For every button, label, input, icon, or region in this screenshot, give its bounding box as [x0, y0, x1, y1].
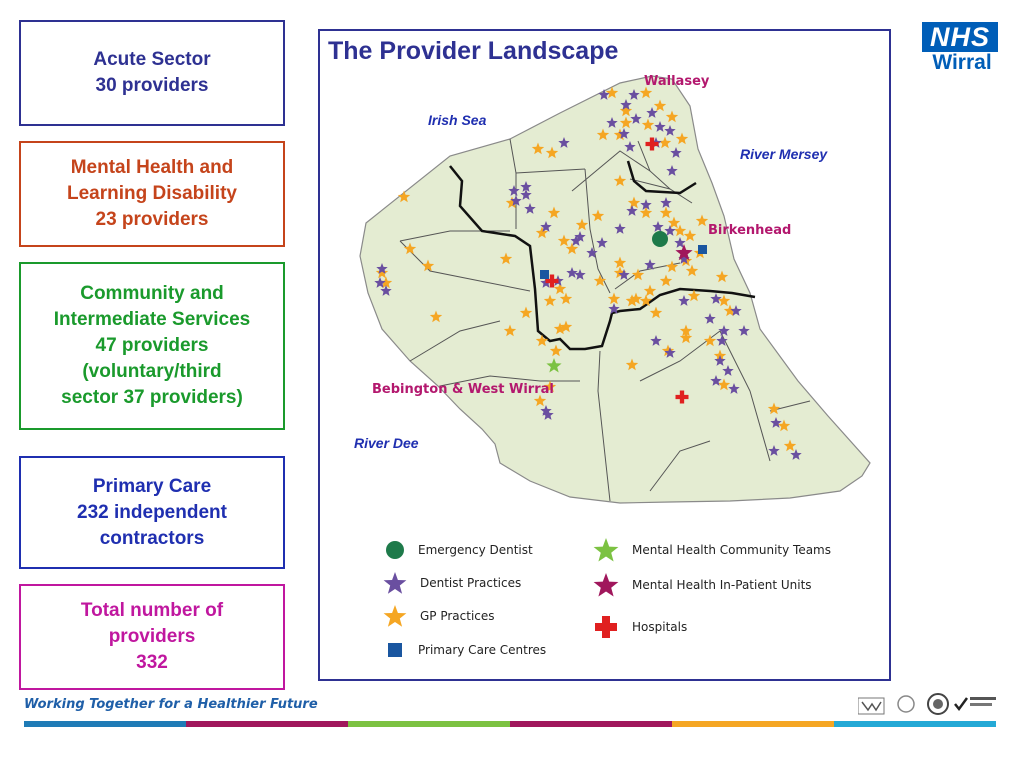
mental-line-2: Learning Disability [67, 183, 237, 204]
river-mersey-label: River Mersey [740, 146, 828, 162]
mh-inpatient-star-icon [592, 571, 620, 599]
primary-line-2: 232 independent [77, 501, 227, 523]
nhs-wirral-logo [922, 22, 1002, 74]
partner-logo-3-icon [928, 694, 948, 714]
mental-health-box [19, 141, 285, 247]
community-line-5: sector 37 providers) [61, 387, 243, 408]
emergency-dentist-icon [384, 539, 406, 561]
nhs-badge: NHS [922, 22, 998, 52]
primary-care-box [19, 456, 285, 569]
community-line-2: Intermediate Services [53, 309, 251, 330]
mh-community-star-shape [594, 538, 619, 562]
partner-logo-2-icon [898, 696, 914, 712]
mindful-employer-logo-icon [955, 697, 996, 709]
acute-line-1: Acute Sector [93, 49, 211, 70]
bebington-west-wirral-label: Bebington & West Wirral [372, 382, 554, 397]
partner-logo-1-icon [858, 698, 884, 714]
legend-mh-inpatient-units-label: Mental Health In-Patient Units [632, 578, 812, 592]
legend-emergency-dentist-label: Emergency Dentist [418, 543, 533, 557]
gp-star-icon [382, 603, 408, 629]
acute-sector-box [19, 20, 285, 126]
legend-primary-care-centres [384, 639, 546, 661]
primary-line-1: Primary Care [92, 475, 212, 497]
primary-care-centre-marker [698, 245, 707, 254]
legend-mh-community-teams [592, 536, 831, 564]
mental-line-3: 23 providers [95, 209, 209, 230]
legend-gp-practices-label: GP Practices [420, 609, 495, 623]
dentist-star-icon [382, 570, 408, 596]
footer-bar-segment [834, 721, 996, 727]
legend-hospitals-label: Hospitals [632, 620, 688, 634]
birkenhead-label: Birkenhead [708, 223, 792, 238]
map-title: The Provider Landscape [328, 37, 619, 65]
footer-bar-segment [348, 721, 510, 727]
emergency-dentist-marker [652, 231, 668, 247]
primary-line-3: contractors [99, 527, 205, 549]
dentist-star-shape [384, 572, 407, 594]
footer-bar-segment [24, 721, 186, 727]
mh-community-star-icon [592, 536, 620, 564]
acute-line-2: 30 providers [95, 75, 209, 96]
legend-hospitals [592, 613, 687, 641]
total-line-1: Total number of [80, 600, 224, 621]
total-line-3: 332 [136, 652, 168, 673]
footer-color-bar [24, 721, 996, 727]
primary-care-square-icon [384, 639, 406, 661]
total-providers-box [19, 584, 285, 690]
mh-inpatient-star-shape [594, 573, 619, 597]
land-outline [360, 76, 870, 503]
footer-bar-segment [186, 721, 348, 727]
irish-sea-label: Irish Sea [428, 112, 487, 128]
footer-bar-segment [510, 721, 672, 727]
legend-primary-care-centres-label: Primary Care Centres [418, 643, 547, 657]
total-line-2: providers [108, 626, 196, 647]
community-line-3: 47 providers [95, 335, 209, 356]
legend-emergency-dentist [384, 539, 533, 561]
land-area [360, 76, 870, 503]
mental-line-1: Mental Health and [70, 157, 234, 178]
hospital-cross-icon [592, 613, 620, 641]
footer-tagline: Working Together for a Healthier Future [24, 697, 318, 712]
legend-dentist-practices [382, 570, 521, 596]
provider-map-panel [318, 29, 891, 681]
gp-star-shape [384, 605, 407, 627]
primary-care-centre-marker [540, 270, 549, 279]
footer-bar-segment [672, 721, 834, 727]
nhs-area-name: Wirral [932, 51, 992, 74]
footer-accreditation-logos [858, 692, 998, 718]
legend-mh-community-teams-label: Mental Health Community Teams [632, 543, 832, 557]
community-services-box [19, 262, 285, 430]
legend-mh-inpatient-units [592, 571, 812, 599]
legend-dentist-practices-label: Dentist Practices [420, 576, 522, 590]
community-line-4: (voluntary/third [82, 361, 222, 382]
legend-gp-practices [382, 603, 495, 629]
river-dee-label: River Dee [354, 435, 419, 451]
wallasey-label: Wallasey [644, 74, 710, 89]
community-line-1: Community and [80, 283, 224, 304]
